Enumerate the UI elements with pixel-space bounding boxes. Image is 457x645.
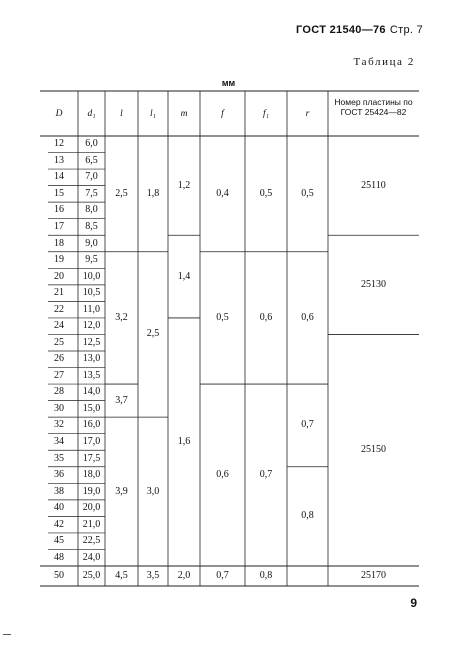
cell-f1: 0,7: [259, 469, 273, 481]
cell-l: 3,7: [115, 394, 128, 406]
cell-D: 21: [54, 287, 64, 299]
cell-D: 13: [54, 154, 64, 166]
cell-d1: 10,5: [82, 287, 101, 299]
cell-D: 17: [54, 220, 64, 232]
cell-l: 4,5: [115, 570, 128, 581]
cell-D: 16: [54, 204, 64, 216]
cell-d1: 12,5: [82, 336, 101, 348]
cell-d1: 8,5: [85, 220, 98, 232]
cell-m: 1,4: [177, 270, 191, 282]
page-reference: Стр. 7: [389, 24, 423, 36]
cell-m: 2,0: [177, 570, 191, 581]
cell-d1: 15,0: [82, 402, 101, 414]
cell-D: 40: [54, 502, 64, 514]
cell-l1: 1,8: [146, 187, 160, 199]
cell-d1: 11,0: [82, 303, 101, 315]
cell-r: 0,8: [301, 510, 314, 522]
page-number: 9: [410, 596, 417, 610]
cell-f1: 0,8: [259, 570, 273, 581]
cell-D: 42: [54, 518, 64, 530]
cell-d1: 17,5: [82, 452, 101, 464]
cell-d1: 16,0: [82, 419, 101, 431]
cell-D: 30: [54, 402, 64, 414]
column-header: f₁: [263, 108, 269, 119]
cell-f1: 0,5: [259, 187, 273, 199]
standard-number: ГОСТ 21540—76: [296, 24, 386, 36]
column-header: m: [180, 108, 188, 119]
cell-D: 38: [54, 485, 64, 497]
cell-f: 0,4: [216, 187, 229, 199]
cell-d1: 9,0: [85, 237, 98, 249]
cell-D: 34: [54, 435, 64, 447]
cell-f: 0,6: [216, 469, 229, 481]
cell-f: 0,5: [216, 311, 229, 323]
cell-D: 19: [54, 254, 64, 266]
cell-D: 36: [54, 469, 64, 481]
cell-D: 45: [54, 535, 64, 547]
column-header: d₁: [87, 108, 96, 119]
cell-l1: 3,0: [146, 485, 160, 497]
cell-m: 1,2: [177, 179, 191, 191]
cell-D: 20: [54, 270, 64, 282]
cell-d1: 20,0: [82, 502, 101, 514]
cell-l: 2,5: [115, 187, 128, 199]
column-header: l: [120, 108, 123, 119]
cell-d1: 13,5: [82, 369, 101, 381]
cell-d1: 7,5: [85, 187, 98, 199]
cell-plate: 25170: [361, 570, 386, 581]
cell-plate: 25150: [361, 444, 386, 456]
units-label: мм: [221, 78, 236, 88]
cell-d1: 10,0: [82, 270, 101, 282]
cell-D: 28: [54, 386, 64, 398]
cell-l1: 3,5: [146, 570, 160, 581]
column-header: l₁: [150, 108, 156, 119]
cell-D: 18: [54, 237, 64, 249]
cell-l: 3,2: [115, 311, 128, 323]
cell-D: 12: [54, 138, 64, 150]
cell-d1: 14,0: [82, 386, 101, 398]
column-header: r: [305, 108, 310, 119]
cell-D: 22: [54, 303, 64, 315]
cell-D: 50: [54, 570, 64, 581]
cell-d1: 25,0: [82, 570, 101, 581]
cell-d1: 22,5: [82, 535, 101, 547]
cell-plate: 25110: [361, 179, 386, 191]
cell-d1: 6,0: [85, 138, 98, 150]
cell-d1: 13,0: [82, 353, 101, 365]
cell-f: 0,7: [216, 570, 229, 581]
cell-D: 32: [54, 419, 64, 431]
cell-d1: 18,0: [82, 469, 101, 481]
cell-d1: 19,0: [82, 485, 101, 497]
table-caption: Таблица 2: [353, 56, 415, 68]
cell-d1: 6,5: [85, 154, 98, 166]
cell-D: 35: [54, 452, 64, 464]
cell-d1: 21,0: [82, 518, 101, 530]
cell-D: 48: [54, 551, 64, 563]
cell-d1: 17,0: [82, 435, 101, 447]
margin-mark: [3, 634, 11, 635]
column-header: D: [55, 108, 63, 119]
column-header: f: [221, 108, 224, 119]
cell-D: 14: [54, 171, 64, 183]
cell-r: 0,6: [301, 311, 314, 323]
cell-plate: 25130: [361, 278, 386, 290]
cell-D: 15: [54, 187, 64, 199]
cell-m: 1,6: [177, 435, 191, 447]
cell-r: 0,7: [301, 419, 314, 431]
column-header-plate: Номер пластины по ГОСТ 25424—82: [334, 97, 413, 117]
cell-l1: 2,5: [146, 328, 160, 340]
cell-D: 27: [54, 369, 64, 381]
cell-D: 26: [54, 353, 64, 365]
cell-d1: 8,0: [85, 204, 98, 216]
cell-d1: 12,0: [82, 320, 101, 332]
cell-d1: 9,5: [85, 254, 98, 266]
cell-r: 0,5: [301, 187, 314, 199]
cell-d1: 24,0: [82, 551, 101, 563]
cell-l: 3,9: [115, 485, 128, 497]
cell-D: 25: [54, 336, 64, 348]
cell-f1: 0,6: [259, 311, 273, 323]
cell-D: 24: [54, 320, 64, 332]
cell-d1: 7,0: [85, 171, 98, 183]
